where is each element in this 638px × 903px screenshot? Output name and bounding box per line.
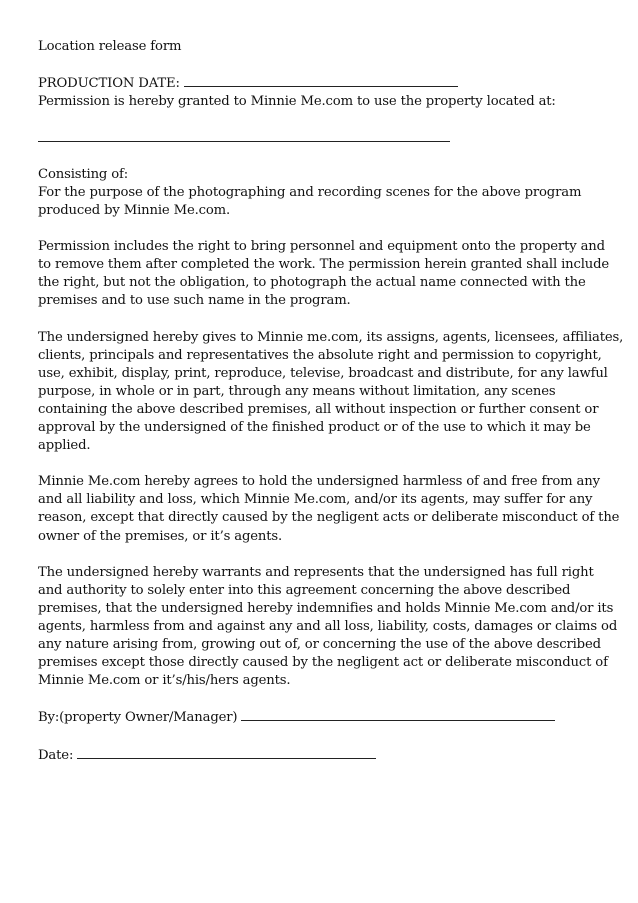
permission-intro-block — [38, 93, 604, 111]
paragraph-line: use, exhibit, display, print, reproduce, televise, broadcast and distribute, for any lawful — [38, 365, 608, 381]
paragraph-line: and authority to solely enter into this agreement concerning the above described — [38, 582, 571, 598]
purpose-line: produced by Minnie Me.com. — [38, 202, 231, 218]
paragraph-line: containing the above described premises, all without inspection or further consent or — [38, 401, 599, 417]
production-date-label: PRODUCTION DATE: — [38, 76, 180, 92]
harmless-paragraph — [38, 473, 620, 545]
paragraph-line: premises, that the undersigned hereby indemnifies and holds Minnie Me.com and/or its — [38, 600, 614, 616]
production-date-blank[interactable] — [184, 74, 458, 87]
property-address-blank[interactable] — [38, 129, 450, 142]
paragraph-line: Minnie Me.com hereby agrees to hold the undersigned harmless of and free from any — [38, 474, 600, 490]
document-title: Location release form — [38, 39, 182, 54]
paragraph-line: Minnie Me.com or it’s/his/hers agents. — [38, 673, 291, 689]
paragraph-line: to remove them after completed the work. The permission herein granted shall include — [38, 257, 610, 273]
production-date-row — [38, 74, 604, 93]
paragraph-line: premises except those directly caused by the negligent act or deliberate misconduct of — [38, 655, 608, 671]
paragraph-line: owner of the premises, or it’s agents. — [38, 528, 283, 544]
paragraph-line: premises and to use such name in the program. — [38, 293, 351, 309]
signature-row — [38, 708, 604, 727]
consisting-label: Consisting of: — [38, 166, 129, 182]
paragraph-line: reason, except that directly caused by the negligent acts or deliberate misconduct of the — [38, 510, 620, 526]
paragraph-line: purpose, in whole or in part, through any means without limitation, any scenes — [38, 383, 556, 399]
signature-blank[interactable] — [241, 708, 555, 721]
rights-paragraph — [38, 329, 624, 456]
paragraph-line: applied. — [38, 438, 91, 454]
paragraph-line: and all liability and loss, which Minnie Me.com, and/or its agents, may suffer for any — [38, 492, 593, 508]
property-address-row — [38, 129, 604, 147]
personnel-paragraph — [38, 238, 610, 310]
date-label: Date: — [38, 747, 74, 763]
paragraph-line: agents, harmless from and against any and all loss, liability, costs, damages or claims od — [38, 619, 618, 634]
paragraph-line: Permission includes the right to bring personnel and equipment onto the property and — [38, 239, 605, 255]
document-page — [38, 38, 624, 783]
paragraph-line: approval by the undersigned of the finished product or of the use to which it may be — [38, 419, 591, 435]
consisting-block — [38, 166, 604, 220]
permission-intro: Permission is hereby granted to Minnie Me.com to use the property located at: — [38, 94, 556, 110]
warrants-paragraph — [38, 564, 618, 691]
date-row — [38, 746, 604, 765]
paragraph-line: The undersigned hereby warrants and represents that the undersigned has full right — [38, 564, 594, 580]
paragraph-line: clients, principals and representatives the absolute right and permission to copyright, — [38, 347, 602, 363]
paragraph-line: the right, but not the obligation, to photograph the actual name connected with the — [38, 275, 586, 291]
purpose-line: For the purpose of the photographing and recording scenes for the above program — [38, 184, 582, 200]
date-blank[interactable] — [77, 746, 376, 759]
paragraph-line: any nature arising from, growing out of, or concerning the use of the above described — [38, 637, 601, 653]
signature-label: By:(property Owner/Manager) — [38, 710, 238, 726]
document-title-block — [38, 38, 604, 56]
paragraph-line: The undersigned hereby gives to Minnie me.com, its assigns, agents, licensees, affiliates, — [38, 329, 624, 345]
